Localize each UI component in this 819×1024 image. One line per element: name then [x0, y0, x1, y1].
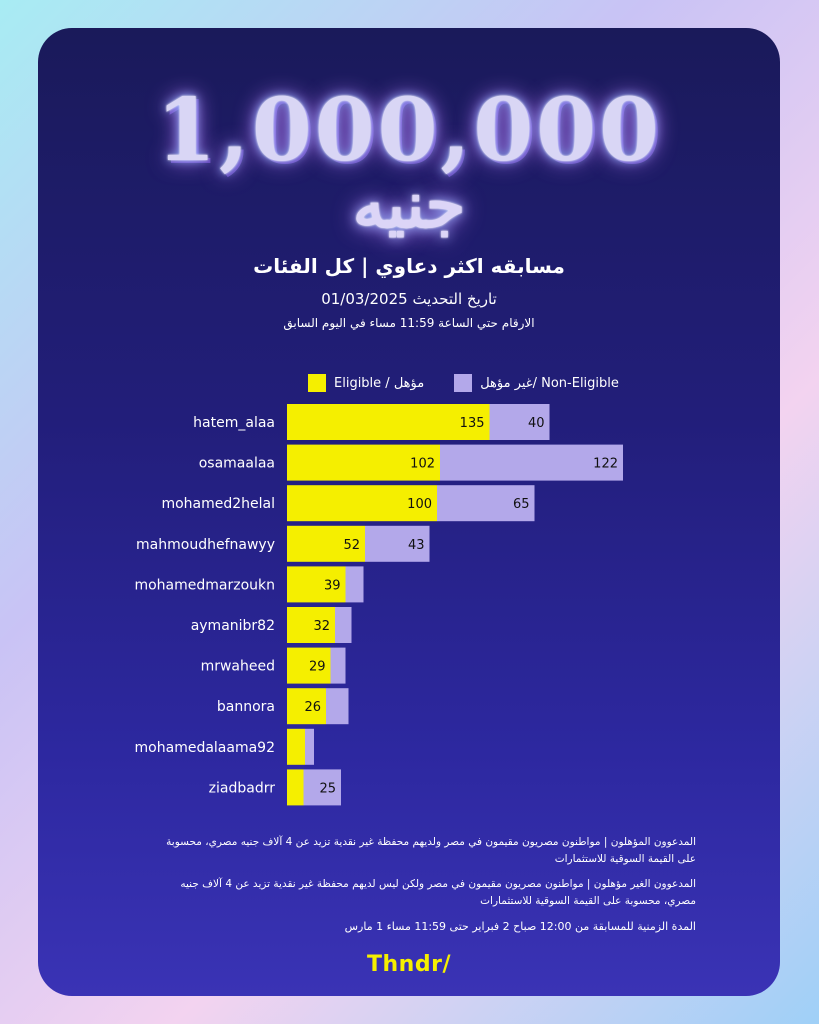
category-label: mohamedmarzoukn	[134, 577, 275, 594]
bar-eligible	[287, 769, 304, 805]
value-label-eligible: 100	[407, 497, 432, 513]
category-label: aymanibr82	[190, 618, 275, 634]
legend-eligible	[308, 374, 424, 392]
bar-non-eligible	[346, 566, 364, 602]
value-label-non-eligible: 25	[319, 781, 336, 797]
competition-period: المدة الزمنية للمسابقة من 12:00 صباح 2 فبراير حتى 11:59 مساء 1 مارس	[344, 920, 696, 933]
bar-non-eligible	[335, 607, 352, 643]
update-date: تاريخ التحديث 01/03/2025	[321, 290, 497, 308]
category-label: mohamed2helal	[161, 496, 275, 513]
eligible-definition: المدعوون المؤهلون | مواطنون مصريون مقيمون في مصر ولديهم محفظة غير نقدية تزيد عن 4 آلاف جنيه مصري، محسوبة على القيمة السوقية للاستثمارات	[166, 836, 696, 865]
value-label-eligible: 52	[343, 537, 360, 553]
legend-eligible-label: Eligible / مؤهل	[334, 375, 425, 391]
value-label-eligible: 29	[308, 659, 326, 675]
value-label-eligible: 26	[304, 700, 321, 716]
legend-non-eligible-swatch	[454, 374, 472, 392]
category-label: osamaalaa	[198, 455, 275, 472]
prize-amount: 1,000,000	[156, 80, 662, 181]
bar-non-eligible	[326, 688, 349, 724]
value-label-non-eligible: 65	[512, 497, 530, 513]
value-label-eligible: 32	[313, 619, 330, 634]
legend-non-eligible-label: غير مؤهل/ Non-Eligible	[480, 375, 619, 391]
value-label-eligible: 135	[459, 416, 485, 431]
category-label: mohamedalaama92	[134, 739, 275, 756]
bar-non-eligible	[331, 648, 346, 684]
time-note: الارقام حتي الساعة 11:59 مساء في اليوم السابق	[283, 316, 535, 330]
bar-chart	[38, 398, 780, 838]
bar-eligible	[287, 729, 305, 765]
category-label: mrwaheed	[200, 658, 275, 675]
thndr-logo: Thndr/	[367, 952, 451, 977]
chart-subtitle: مسابقه اكثر دعاوي | كل الفئات	[253, 254, 565, 278]
value-label-non-eligible: 40	[527, 416, 545, 431]
category-label: hatem_alaa	[193, 415, 275, 431]
category-label: mahmoudhefnawyy	[136, 536, 275, 553]
value-label-non-eligible: 122	[593, 456, 618, 472]
bar-non-eligible	[305, 729, 314, 765]
legend-non-eligible	[454, 374, 619, 392]
prize-currency: جنيه	[352, 168, 466, 243]
category-label: ziadbadrr	[208, 780, 275, 797]
footnotes	[156, 834, 696, 943]
chart-legend	[308, 372, 619, 394]
non-eligible-definition: المدعوون الغير مؤهلون | مواطنون مصريون مقيمون في مصر ولكن ليس لديهم محفظة غير نقدية تزيد عن 4 آلاف جنيه مصري، محسوبة على القيمة السوقية للاستثمارات	[180, 878, 696, 907]
leaderboard-card	[38, 28, 780, 996]
value-label-non-eligible: 43	[407, 537, 425, 553]
category-label: bannora	[216, 699, 275, 716]
legend-eligible-swatch	[308, 374, 326, 392]
value-label-eligible: 39	[323, 578, 341, 594]
value-label-eligible: 102	[410, 456, 435, 472]
